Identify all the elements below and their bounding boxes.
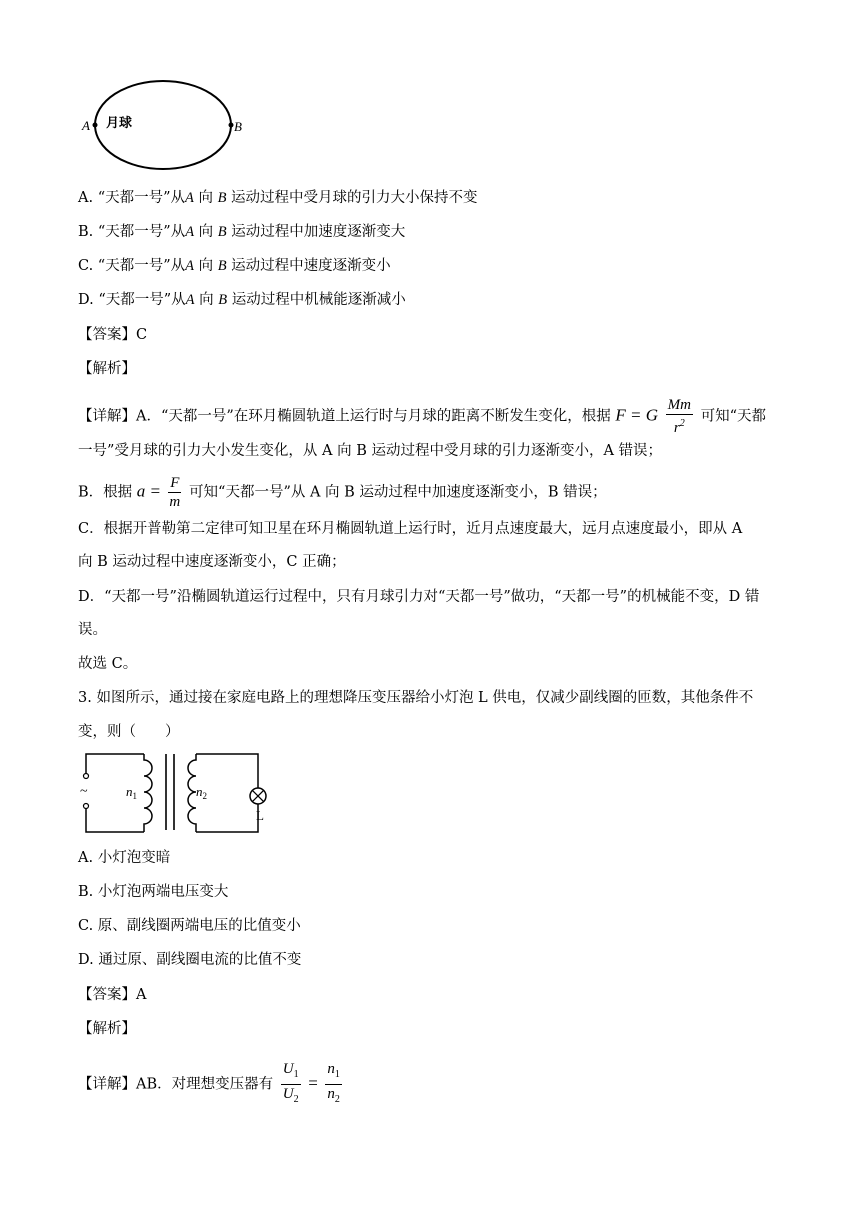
q2-detail-c-line1: C．根据开普勒第二定律可知卫星在环月椭圆轨道上运行时，近月点速度最大，远月点速度最小，即从 A bbox=[78, 521, 743, 537]
q2-option-d: D. “天都一号”从A 向 B 运动过程中机械能逐渐减小 bbox=[78, 292, 406, 308]
formula-acceleration: $\frac{F}{m}$ bbox=[169, 475, 181, 510]
q2-detail-b: B．根据 a = $\frac{F}{m}$ 可知“天都一号”从 A 向 B 运动过程中加速度逐渐变小，B 错误； bbox=[78, 475, 607, 510]
q2-conclusion: 故选 C。 bbox=[78, 656, 138, 672]
point-a bbox=[93, 123, 98, 128]
orbit-diagram bbox=[80, 78, 250, 178]
q2-detail-c-line2: 向 B 运动过程中速度逐渐变小，C 正确； bbox=[78, 554, 346, 570]
q2-detail-d-line2: 误。 bbox=[78, 622, 107, 638]
formula-voltage-ratio: $\frac{U_1}{U_2}$ bbox=[282, 1061, 299, 1105]
q2-analysis-heading: 【解析】 bbox=[78, 361, 136, 377]
ac-source-symbol: ~ bbox=[80, 784, 88, 799]
point-b bbox=[229, 123, 234, 128]
q3-stem-line2: 变，则（ ） bbox=[78, 724, 180, 740]
q2-detail-a-line2: 一号”受月球的引力大小发生变化，从 A 向 B 运动过程中受月球的引力逐渐变小，A 错误； bbox=[78, 443, 663, 459]
q3-option-a: A. 小灯泡变暗 bbox=[78, 850, 171, 866]
q2-answer: 【答案】C bbox=[78, 327, 148, 343]
label-b: B bbox=[234, 119, 242, 134]
label-moon: 月球 bbox=[106, 116, 133, 131]
q2-option-b: B. “天都一号”从A 向 B 运动过程中加速度逐渐变大 bbox=[78, 224, 406, 240]
label-n2: $n_2$ bbox=[196, 784, 207, 801]
q3-stem-line1: 3. 如图所示，通过接在家庭电路上的理想降压变压器给小灯泡 L 供电，仅减少副线圈的匝数，其他条件不 bbox=[78, 690, 754, 706]
formula-gravity: $\frac{Mm}{r^2}$ bbox=[667, 397, 691, 436]
label-a: A bbox=[82, 118, 90, 133]
q2-detail-a-line1: 【详解】A．“天都一号”在环月椭圆轨道上运行时与月球的距离不断发生变化，根据 F = G $\frac{Mm}{r^2}$ 可知“天都 bbox=[78, 397, 767, 436]
primary-coil bbox=[144, 754, 152, 832]
q3-answer: 【答案】A bbox=[78, 987, 147, 1003]
q2-option-a: A. “天都一号”从A 向 B 运动过程中受月球的引力大小保持不变 bbox=[78, 190, 478, 206]
q3-analysis-heading: 【解析】 bbox=[78, 1021, 136, 1037]
secondary-coil bbox=[188, 754, 196, 832]
q3-option-c: C. 原、副线圈两端电压的比值变小 bbox=[78, 918, 301, 934]
label-n1: $n_1$ bbox=[126, 784, 137, 801]
q2-option-c: C. “天都一号”从A 向 B 运动过程中速度逐渐变小 bbox=[78, 258, 391, 274]
transformer-circuit bbox=[76, 748, 286, 838]
q2-detail-d-line1: D．“天都一号”沿椭圆轨道运行过程中，只有月球引力对“天都一号”做功，“天都一号”的机械能不变，D 错 bbox=[78, 589, 760, 605]
formula-turns-ratio: $\frac{n_1}{n_2}$ bbox=[327, 1061, 340, 1105]
q3-option-d: D. 通过原、副线圈电流的比值不变 bbox=[78, 952, 302, 968]
q3-detail-ab: 【详解】AB．对理想变压器有 $\frac{U_1}{U_2}$ = $\frac{n_1}{n_2}$ bbox=[78, 1060, 345, 1109]
q3-option-b: B. 小灯泡两端电压变大 bbox=[78, 884, 229, 900]
label-lamp: L bbox=[256, 808, 264, 823]
